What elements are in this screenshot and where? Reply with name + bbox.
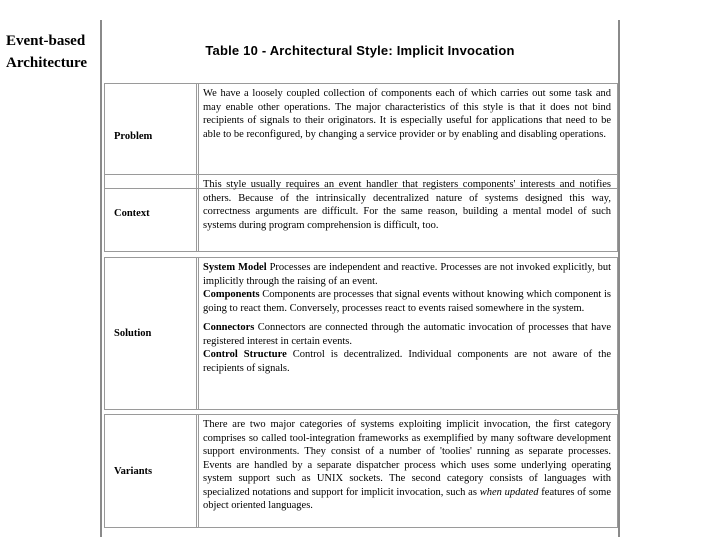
solution-term: System Model (203, 262, 267, 273)
row-label-solution: Solution (105, 258, 199, 409)
table-caption: Table 10 - Architectural Style: Implicit Invocation (205, 43, 515, 58)
table-row-variants (104, 414, 618, 528)
solution-item-components (203, 288, 611, 315)
slide-title-line1: Event-based (6, 33, 86, 49)
solution-text: Components are processes that signal events without knowing which component is going to react them. Conversely, processes react to events raised somewhere in the system. (203, 289, 611, 314)
table-row-solution (104, 257, 618, 410)
solution-term: Control Structure (203, 349, 287, 360)
solution-text: Connectors are connected through the automatic invocation of processes that have registered interest in certain events. (203, 322, 611, 347)
scanned-table-image (100, 20, 620, 537)
variants-emphasis: when updated (479, 486, 539, 498)
row-content-solution (203, 261, 611, 375)
row-label-context: Context (105, 175, 199, 251)
solution-term: Components (203, 289, 260, 300)
solution-item-connectors (203, 321, 611, 348)
slide-title (6, 30, 106, 74)
table-row-context (104, 174, 618, 252)
row-content-context: This style usually requires an event handler that registers components' interests and notifies others. Because of the intrinsically decentralized nature of systems designed this way, correctness arguments are difficult. For the same reason, building a mental model of such systems during program comprehension is difficult, too. (203, 179, 611, 231)
solution-item-control-structure (203, 348, 611, 375)
row-content-variants (203, 418, 611, 513)
row-content-problem: We have a loosely coupled collection of components each of which carries out some task and may enable other operations. The major characteristics of this style is that it does not bind recipients of signals to their originators. It is especially useful for applications that need to be able to be reconfigured, by changing a service provider or by enabling and disabling operations. (203, 88, 611, 140)
variants-text-end: features of some object oriented languages. (203, 486, 611, 511)
row-label-problem: Problem (105, 84, 199, 188)
slide-title-line2: Architecture (6, 55, 88, 71)
row-label-variants: Variants (105, 415, 199, 527)
solution-term: Connectors (203, 322, 255, 333)
variants-text: There are two major categories of systems exploiting implicit invocation, the first category comprises so called tool-integration frameworks as exemplified by many software development support environments. They consist of a number of 'toolies' running as separate processes. Events are handled by a separate dispatcher process which uses some underlying operating system support such as UNIX sockets. The second category consists of languages with specialized notations and support for implicit invocation, such as (203, 419, 611, 498)
solution-text: Control is decentralized. Individual components are not aware of the recipients of signals. (203, 349, 611, 374)
solution-text: Processes are independent and reactive. Processes are not invoked explicitly, but implicitly through the raising of an event. (203, 262, 611, 287)
solution-item-system-model (203, 261, 611, 288)
